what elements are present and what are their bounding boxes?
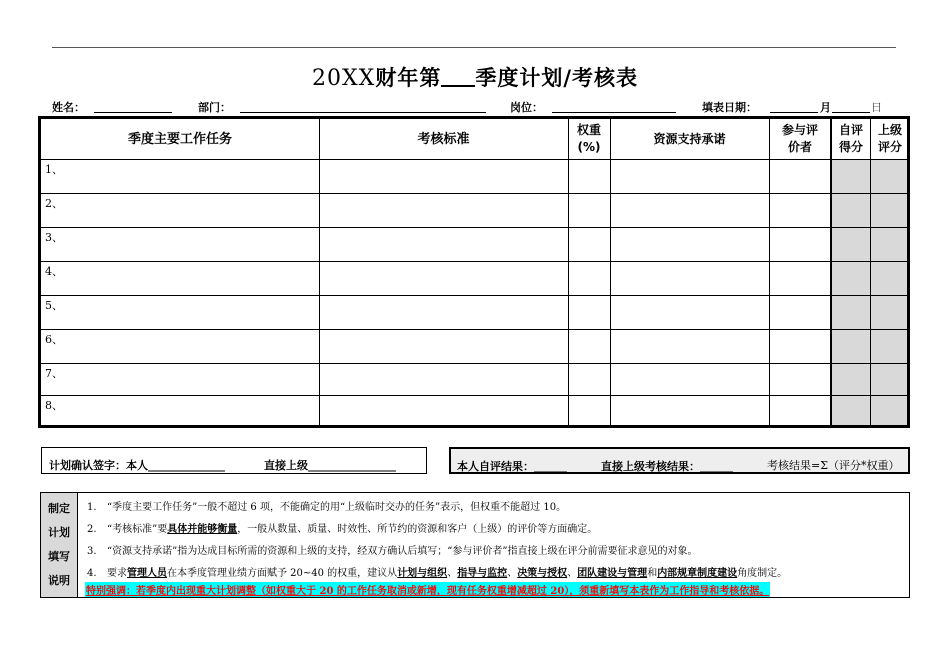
- name-field[interactable]: [94, 112, 172, 113]
- dept-field[interactable]: [240, 112, 486, 113]
- header-reviewer: 参与评价者: [781, 123, 818, 154]
- row-number: 4、: [45, 265, 63, 278]
- row-number: 3、: [45, 231, 63, 244]
- name-label: 姓名：: [52, 101, 85, 114]
- post-label: 岗位：: [510, 101, 543, 114]
- row-number: 6、: [45, 333, 63, 346]
- row-number: 2、: [45, 197, 63, 210]
- header-self-score: 自评得分: [838, 123, 863, 154]
- day-label: 日: [871, 101, 882, 114]
- superior-sign-field[interactable]: 直接上级________________: [264, 459, 396, 472]
- info-fields: [52, 99, 896, 115]
- note-3: 3. “资源支持承诺”指为达成目标所需的资源和上级的支持，经双方确认后填写；“参与评价者”指直接上级在评分前需要征求意见的对象。: [87, 546, 698, 557]
- header-superior-score: 上级评分: [877, 123, 902, 154]
- row-number: 7、: [45, 367, 63, 380]
- top-rule: [52, 47, 896, 48]
- self-result-field[interactable]: 本人自评结果：______: [457, 460, 567, 473]
- plan-confirm-box: [41, 447, 427, 474]
- dept-label: 部门：: [198, 101, 231, 114]
- self-sign-field[interactable]: 计划确认签字：本人______________: [49, 459, 225, 472]
- note-1: 1. “季度主要工作任务”一般不超过 6 项，不能确定的用“上级临时交办的任务”表示，但权重不能超过 10。: [87, 502, 567, 513]
- header-weight: 权重 (%): [576, 123, 601, 154]
- row-number: 5、: [45, 299, 63, 312]
- superior-result-field[interactable]: 直接上级考核结果：______: [601, 460, 733, 473]
- score-columns-shade: [830, 159, 907, 425]
- month-label: 月: [820, 101, 831, 114]
- plan-table: [38, 116, 910, 428]
- note-2: 2. “考核标准”要具体并能够衡量，一般从数量、质量、时效性、所节约的资源和客户（上级）的评价等方面确定。: [87, 524, 598, 535]
- result-formula: 考核结果=Σ（评分*权重）: [767, 459, 900, 472]
- title-suffix: 季度计划/考核表: [475, 65, 638, 90]
- header-resource: 资源支持承诺: [653, 131, 726, 146]
- row-number: 8、: [45, 399, 63, 412]
- note-4: 4. 要求管理人员在本季度管理业绩方面赋予 20~40 的权重，建议从计划与组织、指导与监控、决策与授权、团队建设与管理和内部规章制度建设角度制定。: [87, 568, 788, 579]
- result-box: [449, 447, 910, 474]
- quarter-blank[interactable]: [441, 65, 475, 87]
- page-title: [0, 62, 950, 92]
- title-prefix: 财年第: [375, 65, 442, 90]
- date-label: 填表日期：: [702, 101, 757, 114]
- header-task: 季度主要工作任务: [127, 131, 232, 147]
- title-year: 20XX: [312, 66, 376, 91]
- instructions-label: 制定 计划 填写 说明: [41, 493, 78, 597]
- row-number: 1、: [45, 163, 63, 176]
- post-field[interactable]: [552, 112, 676, 113]
- header-standard: 考核标准: [417, 131, 470, 147]
- special-emphasis-note: 特别强调：若季度内出现重大计划调整（如权重大于 20 的工作任务取消或新增，现有任务权重增减超过 20），须重新填写本表作为工作指导和考核依据。: [85, 582, 770, 597]
- instructions-box: [40, 492, 910, 598]
- month-field[interactable]: [770, 112, 818, 113]
- day-field[interactable]: [832, 112, 870, 113]
